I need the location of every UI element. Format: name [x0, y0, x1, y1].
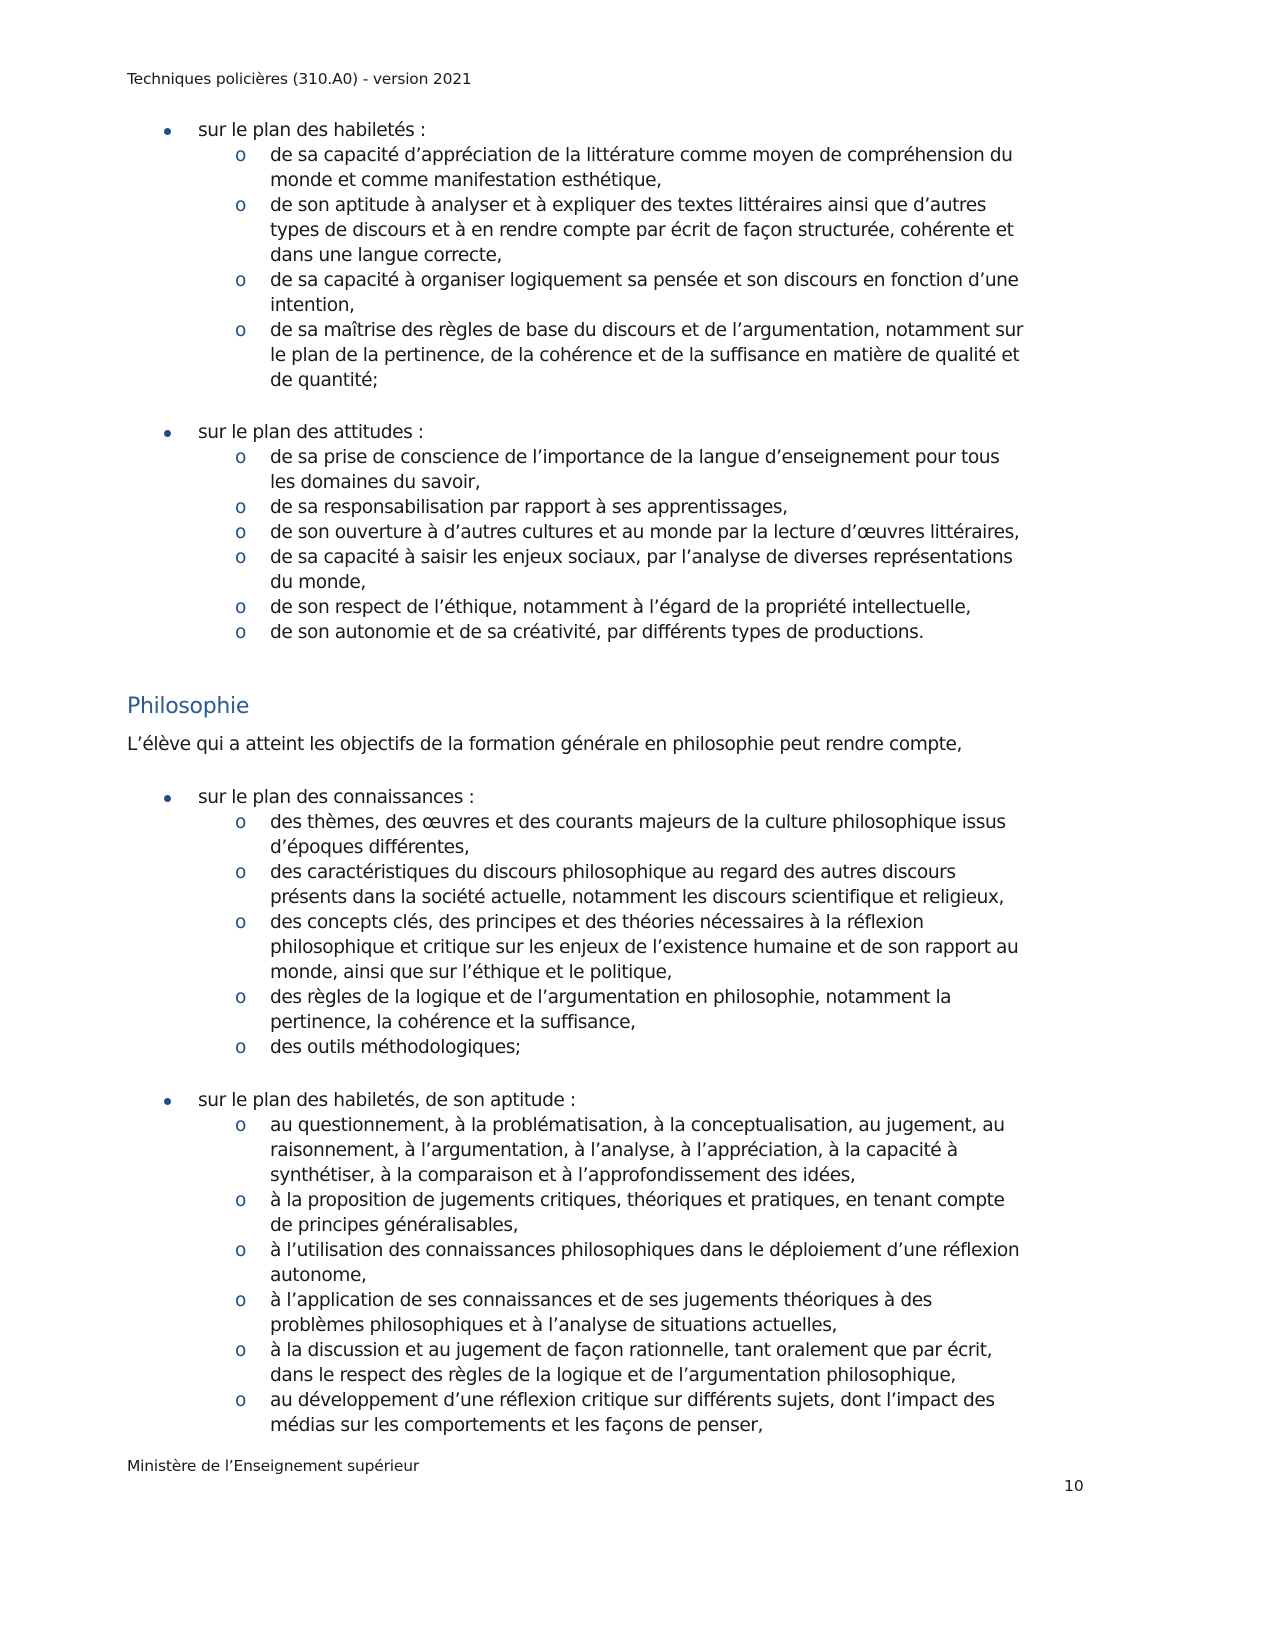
sub-bullet-line: raisonnement, à l’argumentation, à l’analyse, à l’appréciation, à la capacité à [270, 1140, 958, 1161]
sub-bullet-item [0, 1035, 1275, 1060]
sub-bullet-line: des thèmes, des œuvres et des courants majeurs de la culture philosophique issus [270, 812, 1006, 833]
sub-bullet-item [0, 810, 1275, 860]
sub-bullet-item [0, 445, 1275, 495]
page-number: 10 [1064, 1477, 1084, 1495]
sub-bullet-marker-icon: o [235, 812, 246, 833]
bullet-label: sur le plan des attitudes : [198, 422, 424, 443]
sub-bullet-item [0, 1188, 1275, 1238]
sub-bullet-line: monde et comme manifestation esthétique, [270, 170, 662, 191]
section-intro: L’élève qui a atteint les objectifs de la formation générale en philosophie peut rendre compte, [127, 734, 963, 755]
sub-bullet-marker-icon: o [235, 597, 246, 618]
sub-bullet-marker-icon: o [235, 1390, 246, 1411]
bullet-item [0, 420, 1275, 445]
sub-bullet-line: monde, ainsi que sur l’éthique et le politique, [270, 962, 673, 983]
sub-bullet-marker-icon: o [235, 320, 246, 341]
sub-bullet-item [0, 1288, 1275, 1338]
sub-bullet-line: présents dans la société actuelle, notamment les discours scientifique et religieux, [270, 887, 1004, 908]
sub-bullet-line: à la discussion et au jugement de façon rationnelle, tant oralement que par écrit, [270, 1340, 993, 1361]
sub-bullet-line: au développement d’une réflexion critique sur différents sujets, dont l’impact des [270, 1390, 995, 1411]
sub-bullet-marker-icon: o [235, 270, 246, 291]
sub-bullet-line: de sa responsabilisation par rapport à ses apprentissages, [270, 497, 788, 518]
bullet-item [0, 785, 1275, 810]
bullet-item [0, 1088, 1275, 1113]
bullet-dot-icon [164, 1098, 171, 1105]
sub-bullet-item [0, 268, 1275, 318]
page-header: Techniques policières (310.A0) - version 2021 [127, 70, 472, 88]
sub-bullet-line: de sa prise de conscience de l’importance de la langue d’enseignement pour tous [270, 447, 1000, 468]
sub-bullet-marker-icon: o [235, 912, 246, 933]
sub-bullet-marker-icon: o [235, 1115, 246, 1136]
sub-bullet-marker-icon: o [235, 1290, 246, 1311]
section-heading: Philosophie [127, 694, 250, 719]
sub-bullet-line: du monde, [270, 572, 366, 593]
sub-bullet-line: à l’application de ses connaissances et de ses jugements théoriques à des [270, 1290, 932, 1311]
sub-bullet-line: médias sur les comportements et les façons de penser, [270, 1415, 764, 1436]
sub-bullet-line: les domaines du savoir, [270, 472, 481, 493]
sub-bullet-marker-icon: o [235, 1037, 246, 1058]
sub-bullet-line: des règles de la logique et de l’argumentation en philosophie, notamment la [270, 987, 952, 1008]
sub-bullet-line: dans une langue correcte, [270, 245, 502, 266]
sub-bullet-marker-icon: o [235, 195, 246, 216]
sub-bullet-item [0, 595, 1275, 620]
bullet-group [0, 785, 1275, 1060]
sub-bullet-marker-icon: o [235, 145, 246, 166]
sub-bullet-item [0, 193, 1275, 268]
sub-bullet-item [0, 985, 1275, 1035]
sub-bullet-marker-icon: o [235, 1190, 246, 1211]
sub-bullet-line: dans le respect des règles de la logique et de l’argumentation philosophique, [270, 1365, 956, 1386]
sub-bullet-line: autonome, [270, 1265, 367, 1286]
sub-bullet-line: de son ouverture à d’autres cultures et au monde par la lecture d’œuvres littéraires, [270, 522, 1020, 543]
sub-bullet-item [0, 545, 1275, 595]
sub-bullet-line: pertinence, la cohérence et la suffisance, [270, 1012, 636, 1033]
sub-bullet-item [0, 860, 1275, 910]
bullet-label: sur le plan des connaissances : [198, 787, 475, 808]
sub-bullet-line: intention, [270, 295, 355, 316]
bullet-label: sur le plan des habiletés, de son aptitude : [198, 1090, 576, 1111]
sub-bullet-item [0, 1238, 1275, 1288]
sub-bullet-line: synthétiser, à la comparaison et à l’approfondissement des idées, [270, 1165, 856, 1186]
sub-bullet-line: de son autonomie et de sa créativité, par différents types de productions. [270, 622, 924, 643]
sub-bullet-marker-icon: o [235, 522, 246, 543]
sub-bullet-line: le plan de la pertinence, de la cohérence et de la suffisance en matière de qualité et [270, 345, 1020, 366]
sub-bullet-line: des concepts clés, des principes et des théories nécessaires à la réflexion [270, 912, 924, 933]
sub-bullet-line: de son respect de l’éthique, notamment à l’égard de la propriété intellectuelle, [270, 597, 971, 618]
sub-bullet-item [0, 143, 1275, 193]
sub-bullet-marker-icon: o [235, 862, 246, 883]
sub-bullet-marker-icon: o [235, 987, 246, 1008]
sub-bullet-marker-icon: o [235, 1340, 246, 1361]
sub-bullet-line: de son aptitude à analyser et à expliquer des textes littéraires ainsi que d’autres [270, 195, 986, 216]
sub-bullet-marker-icon: o [235, 1240, 246, 1261]
sub-bullet-item [0, 1388, 1275, 1438]
sub-bullet-marker-icon: o [235, 547, 246, 568]
sub-bullet-line: philosophique et critique sur les enjeux de l’existence humaine et de son rapport au [270, 937, 1019, 958]
bullet-dot-icon [164, 128, 171, 135]
sub-bullet-line: de sa maîtrise des règles de base du discours et de l’argumentation, notamment sur [270, 320, 1023, 341]
page-footer: Ministère de l’Enseignement supérieur [127, 1457, 420, 1475]
sub-bullet-item [0, 1113, 1275, 1188]
bullet-dot-icon [164, 795, 171, 802]
sub-bullet-line: types de discours et à en rendre compte par écrit de façon structurée, cohérente et [270, 220, 1014, 241]
sub-bullet-line: problèmes philosophiques et à l’analyse de situations actuelles, [270, 1315, 837, 1336]
sub-bullet-item [0, 318, 1275, 393]
sub-bullet-marker-icon: o [235, 622, 246, 643]
sub-bullet-line: au questionnement, à la problématisation, à la conceptualisation, au jugement, au [270, 1115, 1005, 1136]
sub-bullet-line: des outils méthodologiques; [270, 1037, 521, 1058]
sub-bullet-line: des caractéristiques du discours philosophique au regard des autres discours [270, 862, 956, 883]
sub-bullet-item [0, 520, 1275, 545]
sub-bullet-item [0, 620, 1275, 645]
bullet-label: sur le plan des habiletés : [198, 120, 426, 141]
sub-bullet-line: de sa capacité à organiser logiquement sa pensée et son discours en fonction d’une [270, 270, 1019, 291]
sub-bullet-line: à la proposition de jugements critiques, théoriques et pratiques, en tenant compte [270, 1190, 1005, 1211]
sub-bullet-item [0, 1338, 1275, 1388]
sub-bullet-line: d’époques différentes, [270, 837, 470, 858]
bullet-item [0, 118, 1275, 143]
sub-bullet-item [0, 910, 1275, 985]
sub-bullet-line: de principes généralisables, [270, 1215, 519, 1236]
bullet-group [0, 118, 1275, 393]
sub-bullet-item [0, 495, 1275, 520]
bullet-group [0, 420, 1275, 645]
sub-bullet-marker-icon: o [235, 447, 246, 468]
bullet-dot-icon [164, 430, 171, 437]
sub-bullet-marker-icon: o [235, 497, 246, 518]
sub-bullet-line: de quantité; [270, 370, 378, 391]
sub-bullet-line: à l’utilisation des connaissances philosophiques dans le déploiement d’une réflexion [270, 1240, 1020, 1261]
sub-bullet-line: de sa capacité à saisir les enjeux sociaux, par l’analyse de diverses représentations [270, 547, 1013, 568]
bullet-group [0, 1088, 1275, 1438]
sub-bullet-line: de sa capacité d’appréciation de la littérature comme moyen de compréhension du [270, 145, 1013, 166]
